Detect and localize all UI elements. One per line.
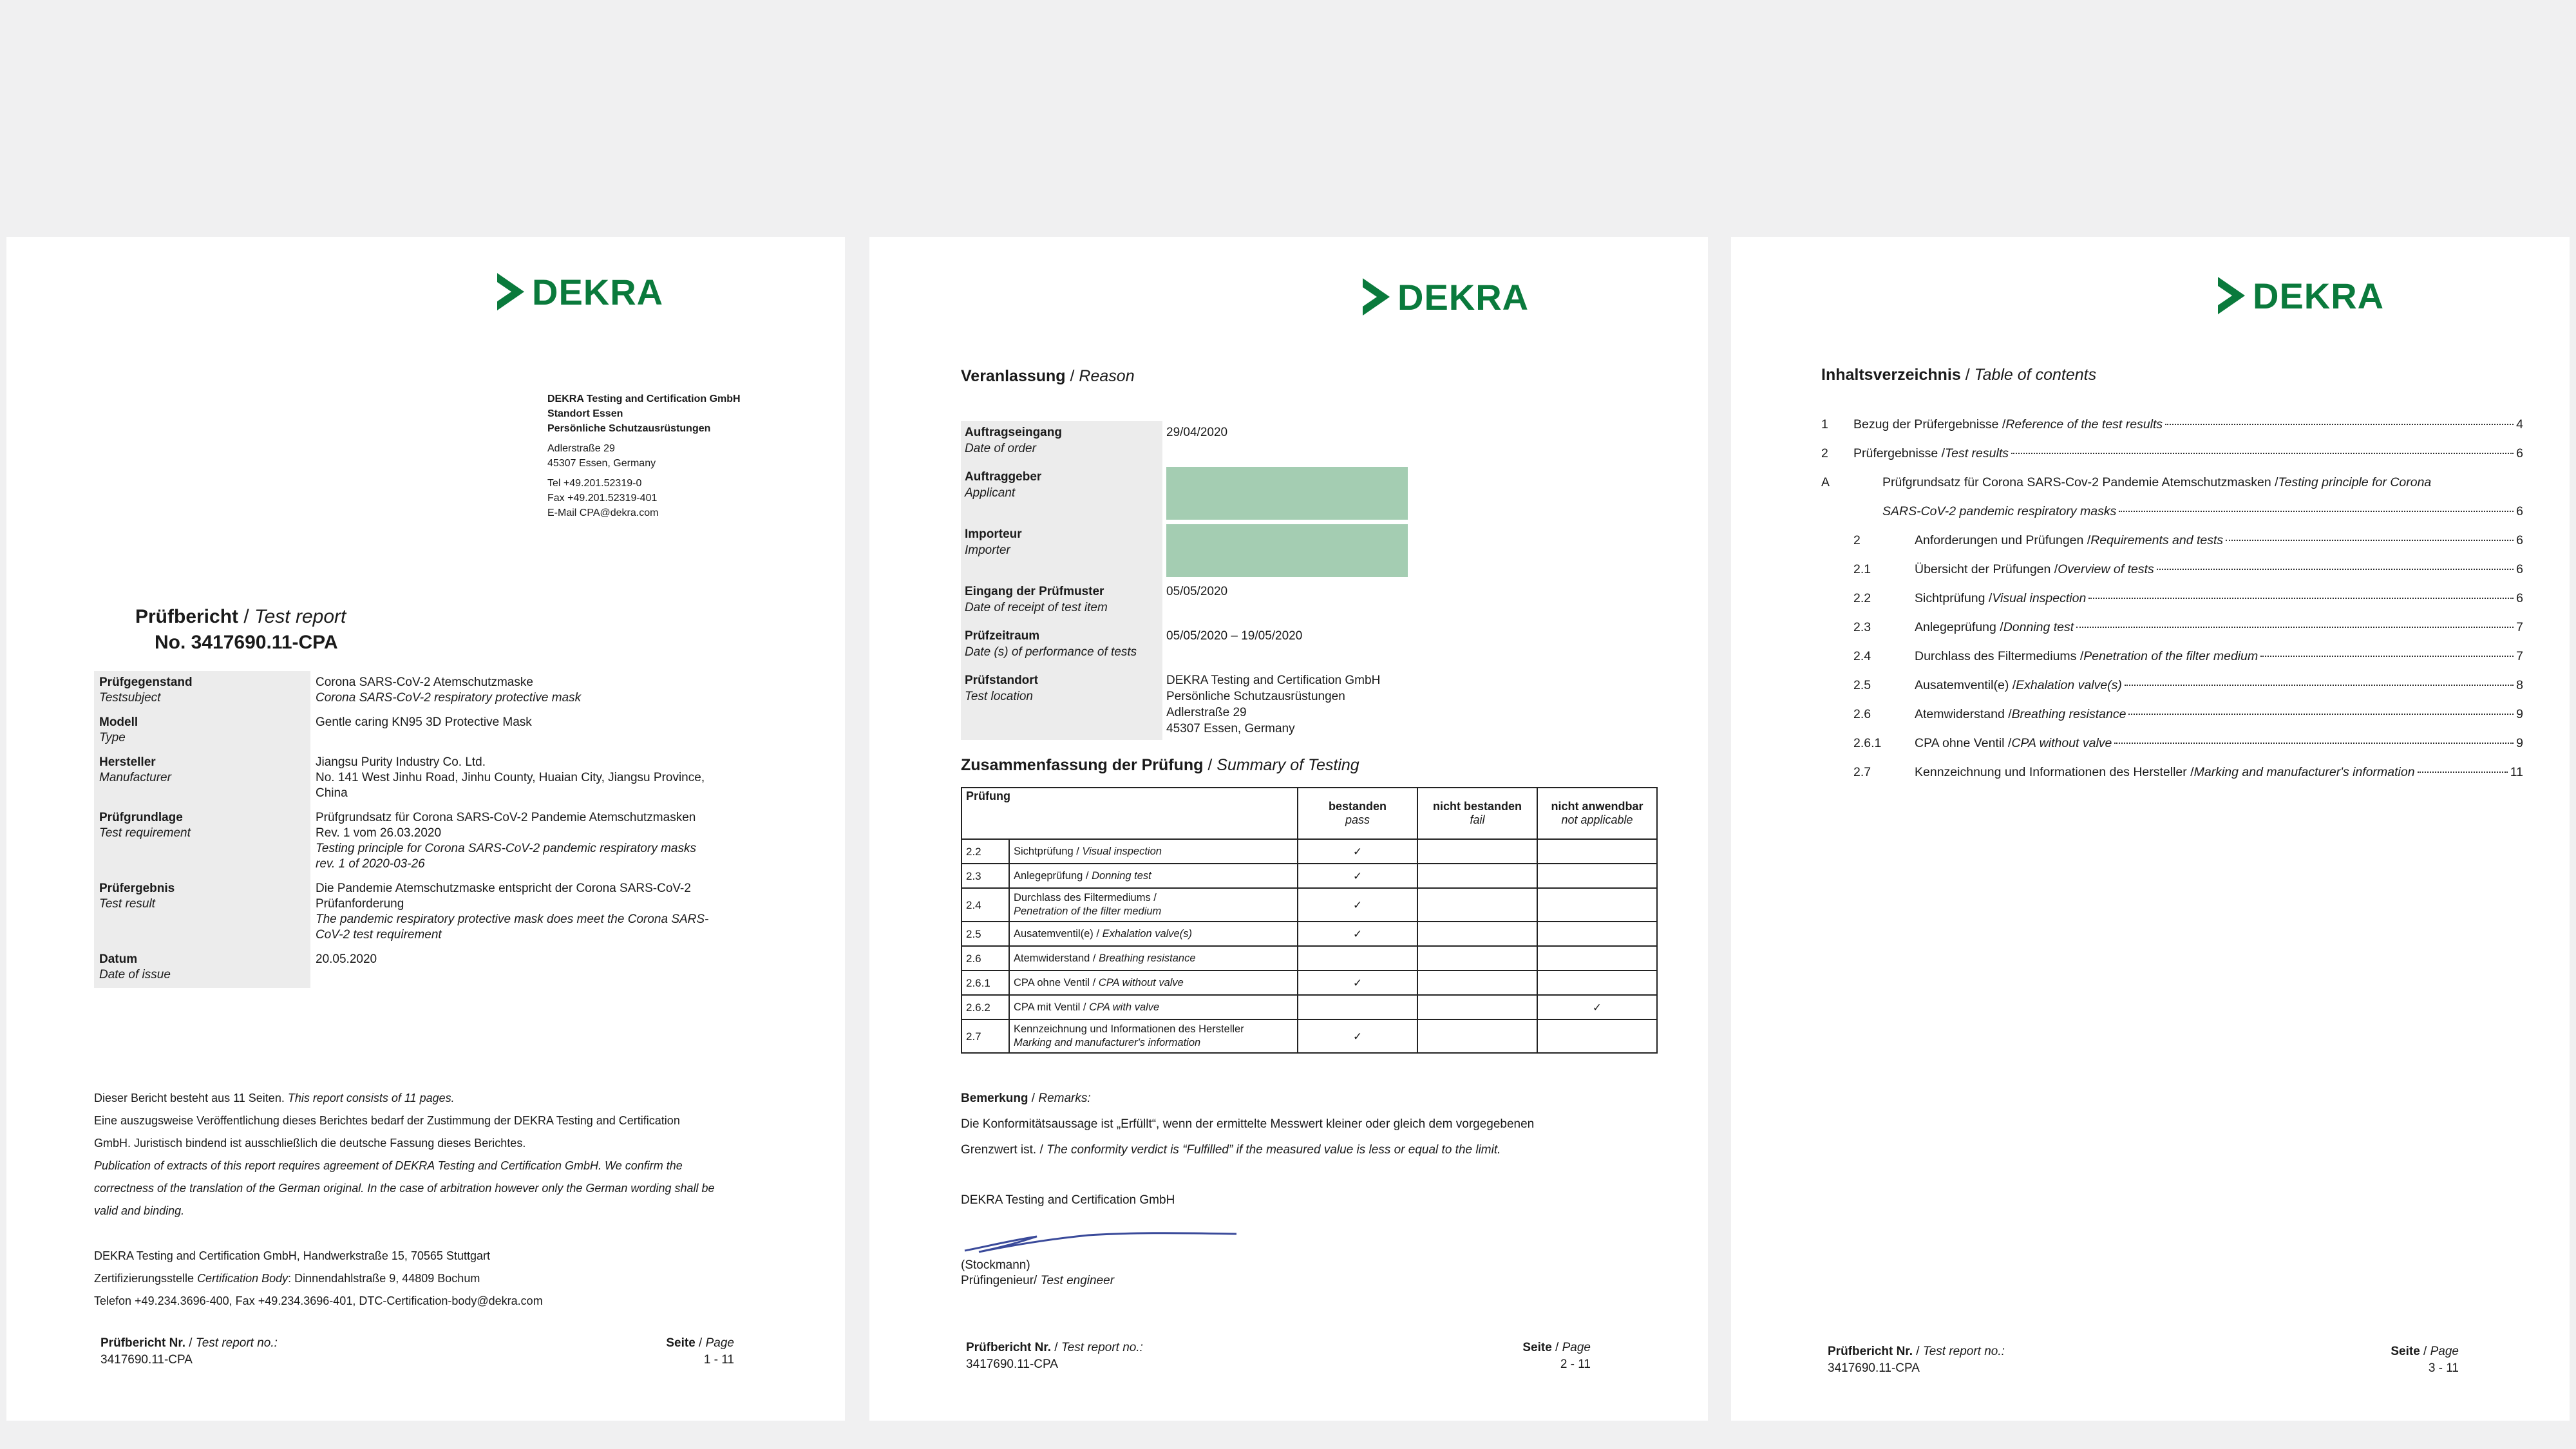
col-na: nicht anwendbar not applicable [1537,788,1657,839]
redacted-block [1166,524,1408,577]
footer-line: correctness of the translation of the German original. In the case of arbitration however only the German wording shall be [94,1182,715,1195]
order-value: DEKRA Testing and Certification GmbH Persönliche Schutzausrüstungen Adlerstraße 29 45307 Essen, Germany [1166,674,1381,735]
order-value [1162,523,1412,580]
result-na [1537,946,1657,971]
info-label: Modell Type [94,711,310,751]
summary-row [961,971,1657,995]
order-label: Prüfstandort Test location [961,669,1162,740]
toc-entry: 2.3 Anlegeprüfung / Donning test 7 [1853,620,2523,634]
toc-entry: 1 Bezug der Prüfergebnisse / Reference of the test results 4 [1821,417,2523,431]
test-number: 2.6 [961,946,1009,971]
test-name: Anlegeprüfung / Donning test [1009,864,1298,888]
check-icon: ✓ [1298,922,1417,946]
footer-line: Publication of extracts of this report requires agreement of DEKRA Testing and Certification GmbH. We confirm the [94,1159,683,1172]
toc-page: 6 [2516,504,2523,518]
order-value: 05/05/2020 – 19/05/2020 [1166,629,1303,643]
signer-block: (Stockmann) Prüfingenieur/ Test engineer [961,1258,1115,1287]
info-label: Hersteller Manufacturer [94,751,310,806]
toc-page: 4 [2516,417,2523,431]
test-number: 2.3 [961,864,1009,888]
dekra-triangle-icon [2215,274,2248,317]
result-na [1537,864,1657,888]
summary-row [961,946,1657,971]
document-page-3 [1731,237,2570,1421]
order-label: Importeur Importer [961,523,1162,580]
check-icon: ✓ [1298,971,1417,995]
report-number-footer: Prüfbericht Nr. / Test report no.: 3417690.11-CPA [100,1336,278,1367]
order-info-table [961,421,1412,740]
info-value: Prüfgrundsatz für Corona SARS-CoV-2 Pandemie Atemschutzmasken Rev. 1 vom 26.03.2020 Testing principle for Corona SARS-CoV-2 pandemic respiratory masks rev. 1 of 2020-03-26 [316,811,697,871]
page-number-footer: Seite / Page 2 - 11 [1522,1341,1591,1371]
footer-line: Eine auszugsweise Veröffentlichung dieses Berichtes bedarf der Zustimmung der DEKRA Testing and Certification [94,1114,680,1127]
address-line: E-Mail CPA@dekra.com [547,507,659,518]
report-number-footer: Prüfbericht Nr. / Test report no.: 3417690.11-CPA [966,1341,1143,1371]
toc-entry: 2 Anforderungen und Prüfungen / Requirements and tests 6 [1853,533,2523,547]
check-icon: ✓ [1298,864,1417,888]
remarks-block: Bemerkung / Remarks: Die Konformitätsaussage ist „Erfüllt“, wenn der ermittelte Messwert kleiner oder gleich dem vorgegebenen Grenzwert ist. / The conformity verdict is “Fulfilled” if the measured value is less or equal to the limit. DEKRA Testing and Certification GmbH [961,1086,1676,1213]
result-na [1537,922,1657,946]
test-summary-table [961,787,1658,1054]
toc-number: 2.6 [1853,707,1871,721]
toc-number: 1 [1821,417,1828,431]
result-fail [1417,971,1537,995]
dekra-triangle-icon [1360,276,1392,318]
issuer-address-block [547,392,741,520]
result-na [1537,1019,1657,1053]
address-line [547,471,741,476]
order-label: Auftraggeber Applicant [961,466,1162,523]
col-fail: nicht bestanden fail [1417,788,1537,839]
toc-entry: 2 Prüfergebnisse / Test results 6 [1821,446,2523,460]
toc-page: 9 [2516,736,2523,750]
dekra-logo: DEKRA [1360,276,1529,318]
report-number-footer: Prüfbericht Nr. / Test report no.: 3417690.11-CPA [1828,1345,2005,1375]
summary-row [961,995,1657,1019]
table-of-contents [1821,417,2523,804]
toc-page: 6 [2516,591,2523,605]
report-info-table [94,671,790,988]
info-label: Prüfergebnis Test result [94,877,310,948]
dekra-logo: DEKRA [495,270,663,313]
result-fail [1417,864,1537,888]
toc-entry: 2.7 Kennzeichnung und Informationen des Hersteller / Marking and manufacturer's information 11 [1853,765,2523,779]
address-line: Fax +49.201.52319-401 [547,493,658,504]
toc-entry: A Prüfgrundsatz für Corona SARS-Cov-2 Pandemie Atemschutzmasken / Testing principle for Corona [1821,475,2432,489]
toc-entry: 2.2 Sichtprüfung / Visual inspection 6 [1853,591,2523,605]
test-name: CPA ohne Ventil / CPA without valve [1009,971,1298,995]
info-value: Die Pandemie Atemschutzmaske entspricht der Corona SARS-CoV-2 Prüfanforderung The pandemic respiratory protective mask does meet the Corona SARS- CoV-2 test requirement [316,882,709,942]
toc-page: 6 [2516,562,2523,576]
test-name: Sichtprüfung / Visual inspection [1009,839,1298,864]
order-label: Auftragseingang Date of order [961,421,1162,466]
address-line: Standort Essen [547,408,623,419]
report-title: Prüfbericht / Test report No. 3417690.11-CPA [135,604,766,656]
info-row [94,948,790,988]
order-row [961,466,1412,523]
toc-page: 11 [2510,765,2523,779]
result-fail [1417,946,1537,971]
order-row [961,421,1412,466]
footer-line: Zertifizierungsstelle Certification Body: Dinnendahlstraße 9, 44809 Bochum [94,1272,480,1285]
report-footer-text [94,1087,802,1312]
info-row [94,877,790,948]
redacted-block [1166,467,1408,520]
footer-line [94,1222,802,1245]
order-label: Prüfzeitraum Date (s) of performance of tests [961,625,1162,669]
address-line: Adlerstraße 29 [547,443,615,454]
toc-number: 2.3 [1853,620,1871,634]
address-line: Tel +49.201.52319-0 [547,478,642,489]
info-label: Prüfgrundlage Test requirement [94,806,310,877]
toc-entry: 2.1 Übersicht der Prüfungen / Overview of tests 6 [1853,562,2523,576]
order-row [961,580,1412,625]
check-icon: ✓ [1298,1019,1417,1053]
order-value: 29/04/2020 [1166,426,1228,439]
test-name: Atemwiderstand / Breathing resistance [1009,946,1298,971]
order-label: Eingang der Prüfmuster Date of receipt of test item [961,580,1162,625]
toc-page: 6 [2516,446,2523,460]
test-name: Ausatemventil(e) / Exhalation valve(s) [1009,922,1298,946]
report-number: No. 3417690.11-CPA [155,632,338,653]
order-row [961,523,1412,580]
toc-page: 9 [2516,707,2523,721]
page-number-footer: Seite / Page 3 - 11 [2391,1345,2459,1375]
toc-entry: SARS-CoV-2 pandemic respiratory masks 6 [1882,504,2523,518]
info-value: Corona SARS-CoV-2 Atemschutzmaske Corona SARS-CoV-2 respiratory protective mask [316,676,582,705]
info-row [94,671,790,711]
test-number: 2.2 [961,839,1009,864]
toc-heading: Inhaltsverzeichnis / Table of contents [1821,366,2097,384]
reason-heading: Veranlassung / Reason [961,367,1135,385]
result-fail [1417,839,1537,864]
signature [960,1222,1243,1261]
col-test: Prüfung [961,788,1298,839]
test-name: CPA mit Ventil / CPA with valve [1009,995,1298,1019]
info-value: 20.05.2020 [316,952,377,966]
footer-line: Dieser Bericht besteht aus 11 Seiten. This report consists of 11 pages. [94,1092,455,1104]
document-page-2 [869,237,1708,1421]
order-value: 05/05/2020 [1166,585,1228,598]
dekra-triangle-icon [495,270,527,313]
result-na [1537,971,1657,995]
check-icon: ✓ [1537,995,1657,1019]
toc-number: 2.5 [1853,678,1871,692]
footer-line: DEKRA Testing and Certification GmbH, Handwerkstraße 15, 70565 Stuttgart [94,1249,490,1262]
toc-number: 2.1 [1853,562,1871,576]
toc-page: 8 [2516,678,2523,692]
test-number: 2.7 [961,1019,1009,1053]
test-number: 2.4 [961,888,1009,922]
result-fail [1417,1019,1537,1053]
address-line [547,436,741,441]
order-row [961,625,1412,669]
summary-row [961,888,1657,922]
address-line: 45307 Essen, Germany [547,458,656,469]
test-number: 2.6.1 [961,971,1009,995]
info-row [94,711,790,751]
result-fail [1417,922,1537,946]
info-row [94,751,790,806]
company-name: DEKRA Testing and Certification GmbH [961,1193,1175,1207]
page-number-footer: Seite / Page 1 - 11 [666,1336,734,1367]
toc-number: 2 [1821,446,1828,460]
result-na [1537,888,1657,922]
info-row [94,806,790,877]
summary-row [961,1019,1657,1053]
summary-heading: Zusammenfassung der Prüfung / Summary of Testing [961,756,1359,774]
dekra-logo: DEKRA [2215,274,2384,317]
toc-number: A [1821,475,1830,489]
order-value [1162,466,1412,523]
col-pass: bestanden pass [1298,788,1417,839]
toc-page: 7 [2516,620,2523,634]
toc-entry: 2.6 Atemwiderstand / Breathing resistance 9 [1853,707,2523,721]
footer-line: Telefon +49.234.3696-400, Fax +49.234.3696-401, DTC-Certification-body@dekra.com [94,1294,543,1307]
result-na [1537,839,1657,864]
result-pass [1298,995,1417,1019]
toc-number: 2.6.1 [1853,736,1882,750]
test-number: 2.5 [961,922,1009,946]
document-page-1 [6,237,845,1421]
address-line: Persönliche Schutzausrüstungen [547,423,711,434]
test-number: 2.6.2 [961,995,1009,1019]
summary-row [961,864,1657,888]
test-name: Kennzeichnung und Informationen des Hersteller Marking and manufacturer's information [1009,1019,1298,1053]
test-name: Durchlass des Filtermediums / Penetration of the filter medium [1009,888,1298,922]
check-icon: ✓ [1298,888,1417,922]
toc-entry: 2.4 Durchlass des Filtermediums / Penetration of the filter medium 7 [1853,649,2523,663]
footer-line: valid and binding. [94,1204,185,1217]
address-line: DEKRA Testing and Certification GmbH [547,393,741,404]
result-fail [1417,995,1537,1019]
toc-number: 2.4 [1853,649,1871,663]
info-value: Jiangsu Purity Industry Co. Ltd. No. 141 West Jinhu Road, Jinhu County, Huaian City, Jiangsu Province, China [316,755,705,800]
toc-page: 6 [2516,533,2523,547]
toc-page: 7 [2516,649,2523,663]
toc-number: 2.7 [1853,765,1871,779]
info-value: Gentle caring KN95 3D Protective Mask [316,715,532,729]
check-icon: ✓ [1298,839,1417,864]
toc-number: 2.2 [1853,591,1871,605]
summary-row [961,839,1657,864]
result-pass [1298,946,1417,971]
toc-number: 2 [1853,533,1861,547]
order-row [961,669,1412,740]
info-label: Datum Date of issue [94,948,310,988]
result-fail [1417,888,1537,922]
toc-entry: 2.5 Ausatemventil(e) / Exhalation valve(s) 8 [1853,678,2523,692]
toc-entry: 2.6.1 CPA ohne Ventil / CPA without valve 9 [1853,736,2523,750]
footer-line: GmbH. Juristisch bindend ist ausschließlich die deutsche Fassung dieses Berichtes. [94,1137,526,1150]
summary-row [961,922,1657,946]
info-label: Prüfgegenstand Testsubject [94,671,310,711]
